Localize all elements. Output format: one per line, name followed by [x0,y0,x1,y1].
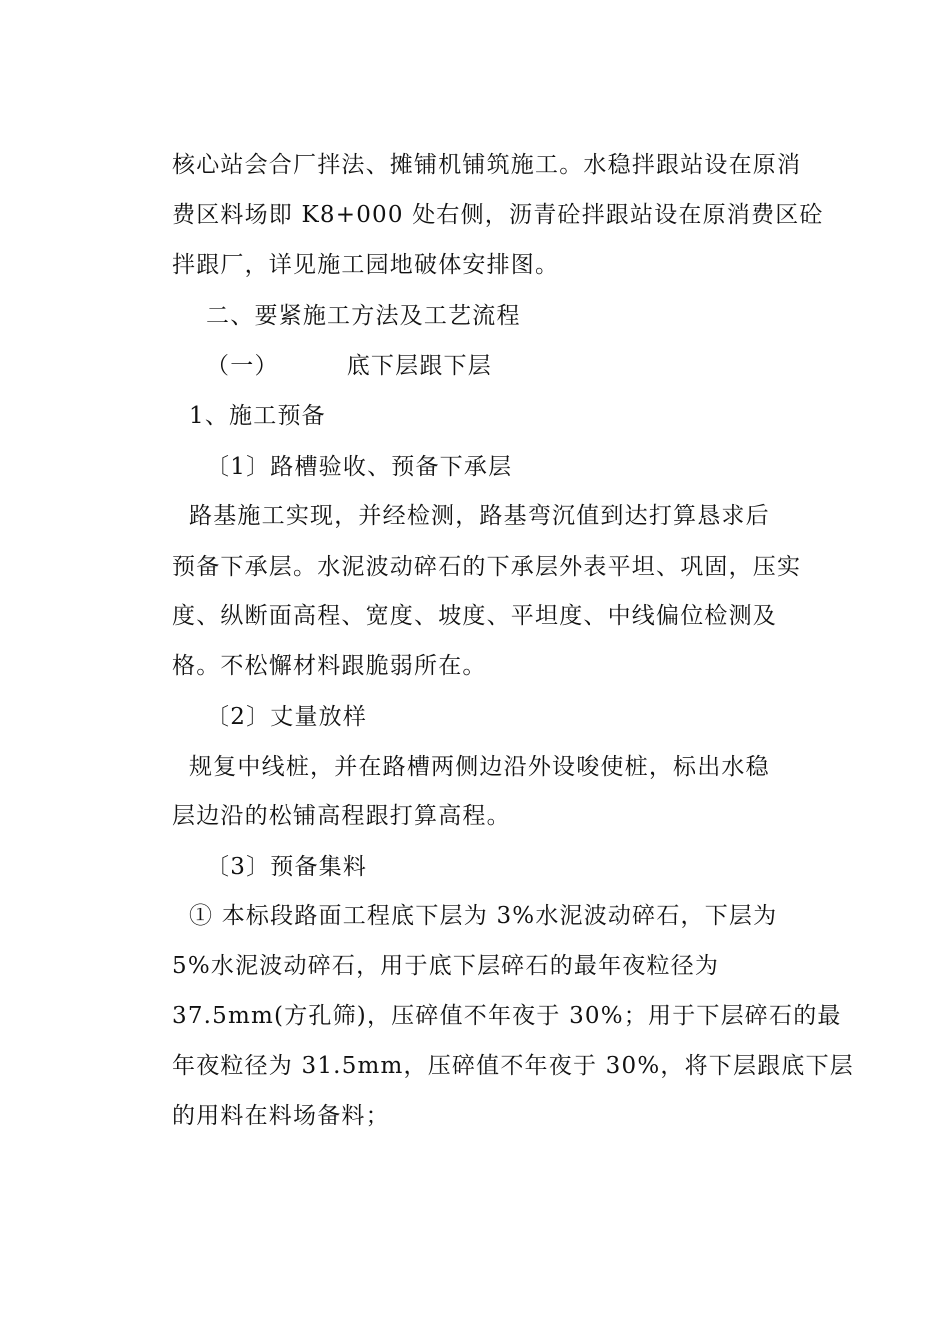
item-heading-1: 1、施工预备 [172,403,326,429]
subsection-heading: （一） 底下层跟下层 [172,353,492,379]
text-line-19: 年夜粒径为 31.5mm，压碎值不年夜于 30%，将下层跟底下层 [172,1053,854,1079]
text-line-13: 规复中线桩，并在路槽两侧边沿外设唆使桩，标出水稳 [172,754,770,780]
item-heading-1-3: 〔3〕预备集料 [172,854,368,880]
text-line-20: 的用料在料场备料； [172,1103,390,1129]
text-line-8: 路基施工实现，并经检测，路基弯沉值到达打算恳求后 [172,503,770,529]
text-line-17: 5%水泥波动碎石，用于底下层碎石的最年夜粒径为 [172,953,720,979]
text-line-14: 层边沿的松铺高程跟打算高程。 [172,803,511,829]
item-heading-1-2: 〔2〕丈量放样 [172,704,368,730]
text-line-1: 核心站会合厂拌法、摊铺机铺筑施工。水稳拌跟站设在原消 [172,152,802,178]
text-line-16: ① 本标段路面工程底下层为 3%水泥波动碎石，下层为 [172,903,778,929]
text-line-18: 37.5mm(方孔筛)，压碎值不年夜于 30%；用于下层碎石的最 [172,1003,842,1029]
text-line-9: 预备下承层。水泥波动碎石的下承层外表平坦、巩固，压实 [172,554,802,580]
text-line-11: 格。不松懈材料跟脆弱所在。 [172,653,487,679]
item-heading-1-1: 〔1〕路槽验收、预备下承层 [172,454,513,480]
section-heading: 二、要紧施工方法及工艺流程 [172,303,521,329]
text-line-3: 拌跟厂，详见施工园地破体安排图。 [172,252,560,278]
text-line-10: 度、纵断面高程、宽度、坡度、平坦度、中线偏位检测及 [172,603,777,629]
text-line-2: 费区料场即 K8+000 处右侧，沥青砼拌跟站设在原消费区砼 [172,202,824,228]
